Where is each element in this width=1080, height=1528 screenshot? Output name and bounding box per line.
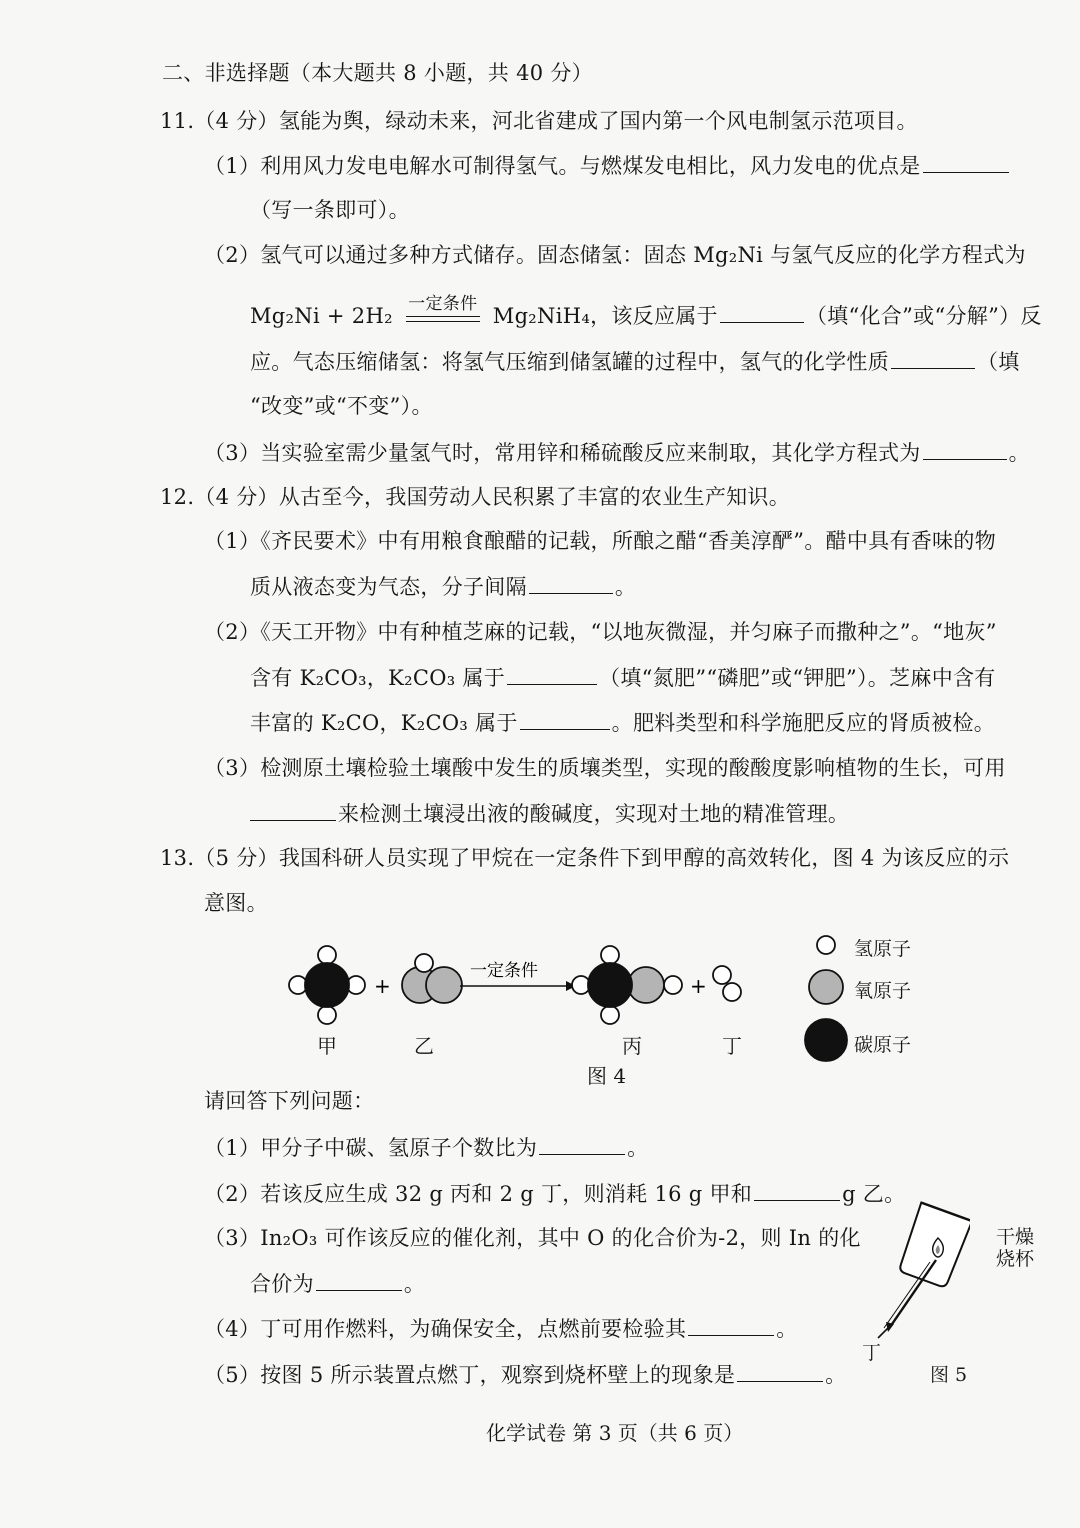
hydrogen-atom	[713, 966, 731, 984]
q13-part1-text: （1）甲分子中碳、氢原子个数比为	[204, 1136, 538, 1160]
q11-part1-text: （1）利用风力发电电解水可制得氢气。与燃煤发电相比，风力发电的优点是	[204, 154, 921, 178]
q11-part3-text: （3）当实验室需少量氢气时，常用锌和稀硫酸反应来制取，其化学方程式为	[204, 441, 921, 465]
q12-heading: 12.（4 分）从古至今，我国劳动人民积累了丰富的农业生产知识。	[160, 485, 791, 509]
oxygen-atom	[628, 967, 664, 1003]
period: 。	[627, 1136, 649, 1160]
q11-part2-text-end: （填	[977, 350, 1020, 374]
q12-part1-line1: （1）《齐民要术》中有用粮食酿醋的记载，所酿之醋“香美淳酽”。醋中具有香味的物	[204, 529, 997, 553]
q11-part2-line1: （2）氢气可以通过多种方式储存。固态储氢：固态 Mg₂Ni 与氢气反应的化学方程式为	[204, 243, 1026, 267]
equation-condition: 一定条件	[408, 294, 478, 314]
q12-part2-text: 丰富的 K₂CO，K₂CO₃ 属于	[250, 711, 518, 735]
label-jia: 甲	[317, 1034, 337, 1058]
plus-sign: +	[374, 974, 391, 998]
hydrogen-molecule	[713, 966, 741, 1001]
q12-part3-line2	[250, 798, 849, 829]
legend-carbon-label: 碳原子	[854, 1034, 912, 1056]
q11-part2-text: 应。气态压缩储氢：将氢气压缩到储氢罐的过程中，氢气的化学性质	[250, 350, 889, 374]
hydrogen-atom	[318, 946, 336, 964]
q13-part2	[204, 1178, 905, 1209]
plus-sign: +	[690, 974, 707, 998]
methanol-molecule	[572, 946, 682, 1024]
arrow-condition-label: 一定条件	[470, 961, 538, 981]
q13-heading-line1: 13.（5 分）我国科研人员实现了甲烷在一定条件下到甲醇的高效转化，图 4 为该反应的示	[160, 846, 1010, 870]
section-title: 二、非选择题（本大题共 8 小题，共 40 分）	[162, 61, 593, 85]
hydrogen-atom	[664, 976, 682, 994]
answer-blank[interactable]	[250, 798, 336, 821]
answer-blank[interactable]	[923, 150, 1009, 173]
figure5-beaker-label-1: 干燥	[996, 1226, 1035, 1248]
q12-part2-text-end: 。肥料类型和科学施肥反应的肾质被检。	[611, 711, 996, 735]
q13-prompt: 请回答下列问题：	[204, 1089, 375, 1113]
q13-heading-line2: 意图。	[204, 891, 268, 915]
period: 。	[776, 1317, 798, 1341]
equation-product: Mg₂NiH₄	[492, 304, 591, 328]
legend-carbon-icon	[805, 1019, 847, 1061]
hydrogen-atom	[415, 954, 433, 972]
legend-hydrogen-label: 氢原子	[854, 938, 912, 960]
hydrogen-atom	[601, 946, 619, 964]
oxygen-molecule	[402, 954, 462, 1003]
figure5-gas-label: 丁	[862, 1342, 882, 1364]
period: 。	[825, 1363, 847, 1387]
figure5-caption: 图 5	[930, 1364, 968, 1386]
q11-equation-line	[250, 294, 1042, 331]
q13-part4-text: （4）丁可用作燃料，为确保安全，点燃前要检验其	[204, 1317, 687, 1341]
reaction-arrow	[460, 961, 576, 991]
q13-part3-line2	[250, 1268, 425, 1299]
answer-blank[interactable]	[720, 300, 804, 323]
legend	[805, 936, 847, 1061]
q13-part3-text: 合价为	[250, 1272, 314, 1296]
answer-blank[interactable]	[754, 1178, 840, 1201]
q13-part1	[204, 1132, 648, 1163]
q12-part2-text-end: （填“氮肥”“磷肥”或“钾肥”）。芝麻中含有	[599, 666, 996, 690]
answer-blank[interactable]	[316, 1268, 402, 1291]
label-ding: 丁	[722, 1034, 742, 1058]
q11-heading: 11.（4 分）氢能为舆，绿动未来，河北省建成了国内第一个风电制氢示范项目。	[160, 109, 918, 133]
label-yi: 乙	[414, 1034, 434, 1058]
label-bing: 丙	[622, 1034, 642, 1058]
oxygen-atom	[426, 967, 462, 1003]
hydrogen-atom	[318, 1006, 336, 1024]
q12-part2-text: 含有 K₂CO₃，K₂CO₃ 属于	[250, 666, 506, 690]
q11-part1-line1	[204, 150, 1011, 181]
answer-blank[interactable]	[923, 437, 1007, 460]
q11-part1-line2: （写一条即可）。	[250, 198, 410, 222]
q13-part5	[204, 1359, 846, 1390]
hydrogen-atom	[723, 983, 741, 1001]
carbon-atom	[305, 963, 349, 1007]
q12-part2-line3	[250, 707, 995, 738]
equation-condition-arrow	[404, 294, 482, 331]
methane-molecule	[289, 946, 365, 1024]
legend-oxygen-icon	[809, 970, 843, 1004]
q12-part3-line1: （3）检测原土壤检验土壤酸中发生的质壤类型，实现的酸酸度影响植物的生长，可用	[204, 756, 1006, 780]
q12-part1-line2	[250, 571, 636, 602]
answer-blank[interactable]	[507, 662, 597, 685]
period: 。	[403, 1272, 426, 1296]
reaction-diagram	[280, 935, 940, 1065]
answer-blank[interactable]	[520, 707, 610, 730]
q13-part2-text: （2）若该反应生成 32 g 丙和 2 g 丁，则消耗 16 g 甲和	[204, 1182, 753, 1206]
q12-part1-text: 质从液态变为气态，分子间隔	[250, 575, 527, 599]
legend-hydrogen-icon	[817, 936, 835, 954]
q11-part2-line4: “改变”或“不变”）。	[250, 394, 433, 418]
q11-part3	[204, 437, 1030, 468]
answer-blank[interactable]	[688, 1313, 774, 1336]
q13-part2-text-end: g 乙。	[842, 1182, 906, 1206]
figure4-caption: 图 4	[587, 1064, 627, 1088]
equation-reactants: Mg₂Ni + 2H₂	[250, 304, 393, 328]
q12-part3-text: 来检测土壤浸出液的酸碱度，实现对土地的精准管理。	[338, 802, 850, 826]
answer-blank[interactable]	[737, 1359, 823, 1382]
answer-blank[interactable]	[891, 346, 975, 369]
answer-blank[interactable]	[539, 1132, 625, 1155]
period: 。	[614, 575, 637, 599]
q11-part2-text-end: （填“化合”或“分解”）反	[805, 304, 1042, 328]
hydrogen-atom	[601, 1006, 619, 1024]
page-footer: 化学试卷 第 3 页（共 6 页）	[486, 1421, 744, 1445]
q13-part5-text: （5）按图 5 所示装置点燃丁，观察到烧杯壁上的现象是	[204, 1363, 736, 1387]
answer-blank[interactable]	[529, 571, 613, 594]
carbon-atom	[588, 963, 632, 1007]
q11-part2-line3	[250, 346, 1020, 377]
period: 。	[1008, 441, 1030, 465]
q13-part3-line1: （3）In₂O₃ 可作该反应的催化剂，其中 O 的化合价为-2，则 In 的化	[204, 1226, 861, 1250]
q11-part2-text: ，该反应属于	[590, 304, 718, 328]
legend-oxygen-label: 氧原子	[854, 980, 912, 1002]
figure5-beaker-label-2: 烧杯	[996, 1248, 1035, 1270]
q13-part4	[204, 1313, 798, 1344]
q12-part2-line2	[250, 662, 996, 693]
q12-part2-line1: （2）《天工开物》中有种植芝麻的记载，“以地灰微湿，并匀麻子而撒种之”。“地灰”	[204, 620, 997, 644]
